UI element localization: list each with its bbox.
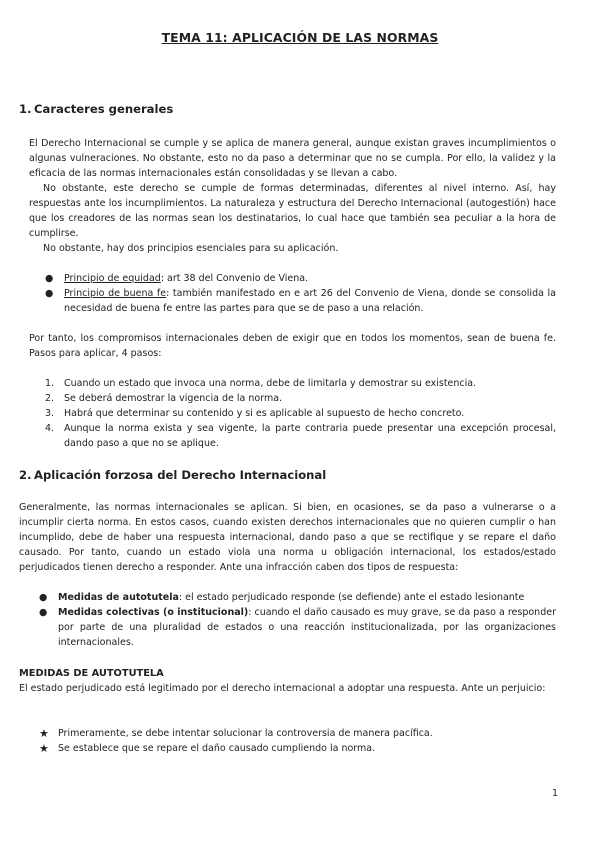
- bullet-text: : art 38 del Convenio de Viena.: [160, 273, 309, 284]
- list-item: [45, 421, 556, 451]
- section-2-number: 2.: [19, 468, 32, 482]
- bullet-text: : cuando el daño causado es muy grave, se da paso a responder por parte de una pluralidad de estados o una reacción institucionalizada, por las organizaciones internacionales.: [58, 607, 556, 648]
- bullet-term: Medidas colectivas (o institucional): [58, 607, 249, 618]
- bullet-term: Medidas de autotutela: [58, 592, 179, 603]
- list-item: [39, 605, 556, 650]
- star-icon: ★: [39, 727, 49, 740]
- section-1-paragraph-2: No obstante, este derecho se cumple de formas determinadas, diferentes al nivel interno. Así, hay respuestas ante los incumplimientos. La naturaleza y estructura del Derecho Internacional (autogestión) hace que los creadores de las normas sean los destinatarios, lo cual hace que también sea peculiar a la hora de cumplirse.: [29, 183, 556, 239]
- star-text: Primeramente, se debe intentar solucionar la controversia de manera pacífica.: [58, 728, 433, 739]
- list-item: [39, 726, 556, 741]
- step-text: Habrá que determinar su contenido y si es aplicable al supuesto de hecho concreto.: [64, 408, 465, 419]
- bullet-text: : también manifestado en e art 26 del Convenio de Viena, donde se consolida la necesidad de buena fe entre las partes para que se de paso a una relación.: [64, 288, 556, 314]
- step-number: 1.: [45, 378, 55, 389]
- bullet-term: Principio de buena fe: [64, 288, 167, 299]
- bullet-icon: ●: [45, 288, 54, 299]
- star-text: Se establece que se repare el daño causado cumpliendo la norma.: [58, 743, 376, 754]
- page-title: TEMA 11: APLICACIÓN DE LAS NORMAS: [161, 30, 439, 45]
- section-1-title: Caracteres generales: [34, 102, 174, 116]
- bullet-text: : el estado perjudicado responde (se defiende) ante el estado lesionante: [178, 592, 525, 603]
- list-item: [45, 376, 556, 391]
- bullet-icon: ●: [45, 273, 54, 284]
- list-item: [45, 406, 556, 421]
- list-item: [45, 271, 556, 286]
- section-2-paragraph-2: El estado perjudicado está legitimado por el derecho internacional a adoptar una respuesta. Ante un perjuicio:: [19, 683, 546, 694]
- step-number: 2.: [45, 393, 55, 404]
- step-number: 3.: [45, 408, 55, 419]
- section-1-paragraph-3: No obstante, hay dos principios esenciales para su aplicación.: [43, 243, 339, 254]
- section-1-number: 1.: [19, 102, 32, 116]
- list-item: [39, 741, 556, 756]
- subheading-autotutela: MEDIDAS DE AUTOTUTELA: [19, 668, 164, 679]
- list-item: [45, 391, 556, 406]
- section-2-title: Aplicación forzosa del Derecho Internacional: [34, 468, 327, 482]
- step-text: Aunque la norma exista y sea vigente, la parte contraria puede presentar una excepción procesal, dando paso a que no se aplique.: [64, 423, 556, 449]
- section-1-heading: [19, 101, 173, 117]
- bullet-icon: ●: [39, 607, 48, 618]
- step-text: Se deberá demostrar la vigencia de la norma.: [64, 393, 283, 404]
- bullet-term: Principio de equidad: [64, 273, 161, 284]
- list-item: [39, 590, 556, 605]
- page-number: 1: [551, 788, 558, 799]
- section-2-heading: [19, 467, 326, 483]
- list-item: [45, 286, 556, 316]
- section-2-paragraph-1: Generalmente, las normas internacionales se aplican. Si bien, en ocasiones, se da paso a vulnerarse o a incumplir cierta norma. En estos casos, cuando existen derechos internacionales que no quieren cumplir o han incumplido, debe de haber una respuesta internacional, dando paso a que se rectifique y se repare el daño causado. Por tanto, cuando un estado viola una norma u obligación internacional, los estados/estado perjudicados tienen derecho a responder. Ante una infracción caben dos tipos de respuesta:: [19, 502, 556, 573]
- star-icon: ★: [39, 742, 49, 755]
- step-text: Cuando un estado que invoca una norma, debe de limitarla y demostrar su existencia.: [64, 378, 477, 389]
- step-number: 4.: [45, 423, 55, 434]
- section-1-paragraph-1: El Derecho Internacional se cumple y se aplica de manera general, aunque existan graves incumplimientos o algunas vulneraciones. No obstante, esto no da paso a determinar que no se cumpla. Por ello, la validez y la eficacia de las normas internacionales están consolidadas y se llevan a cabo.: [29, 138, 556, 179]
- bullet-icon: ●: [39, 592, 48, 603]
- section-1-paragraph-4: Por tanto, los compromisos internacionales deben de exigir que en todos los momentos, sean de buena fe. Pasos para aplicar, 4 pasos:: [29, 333, 556, 359]
